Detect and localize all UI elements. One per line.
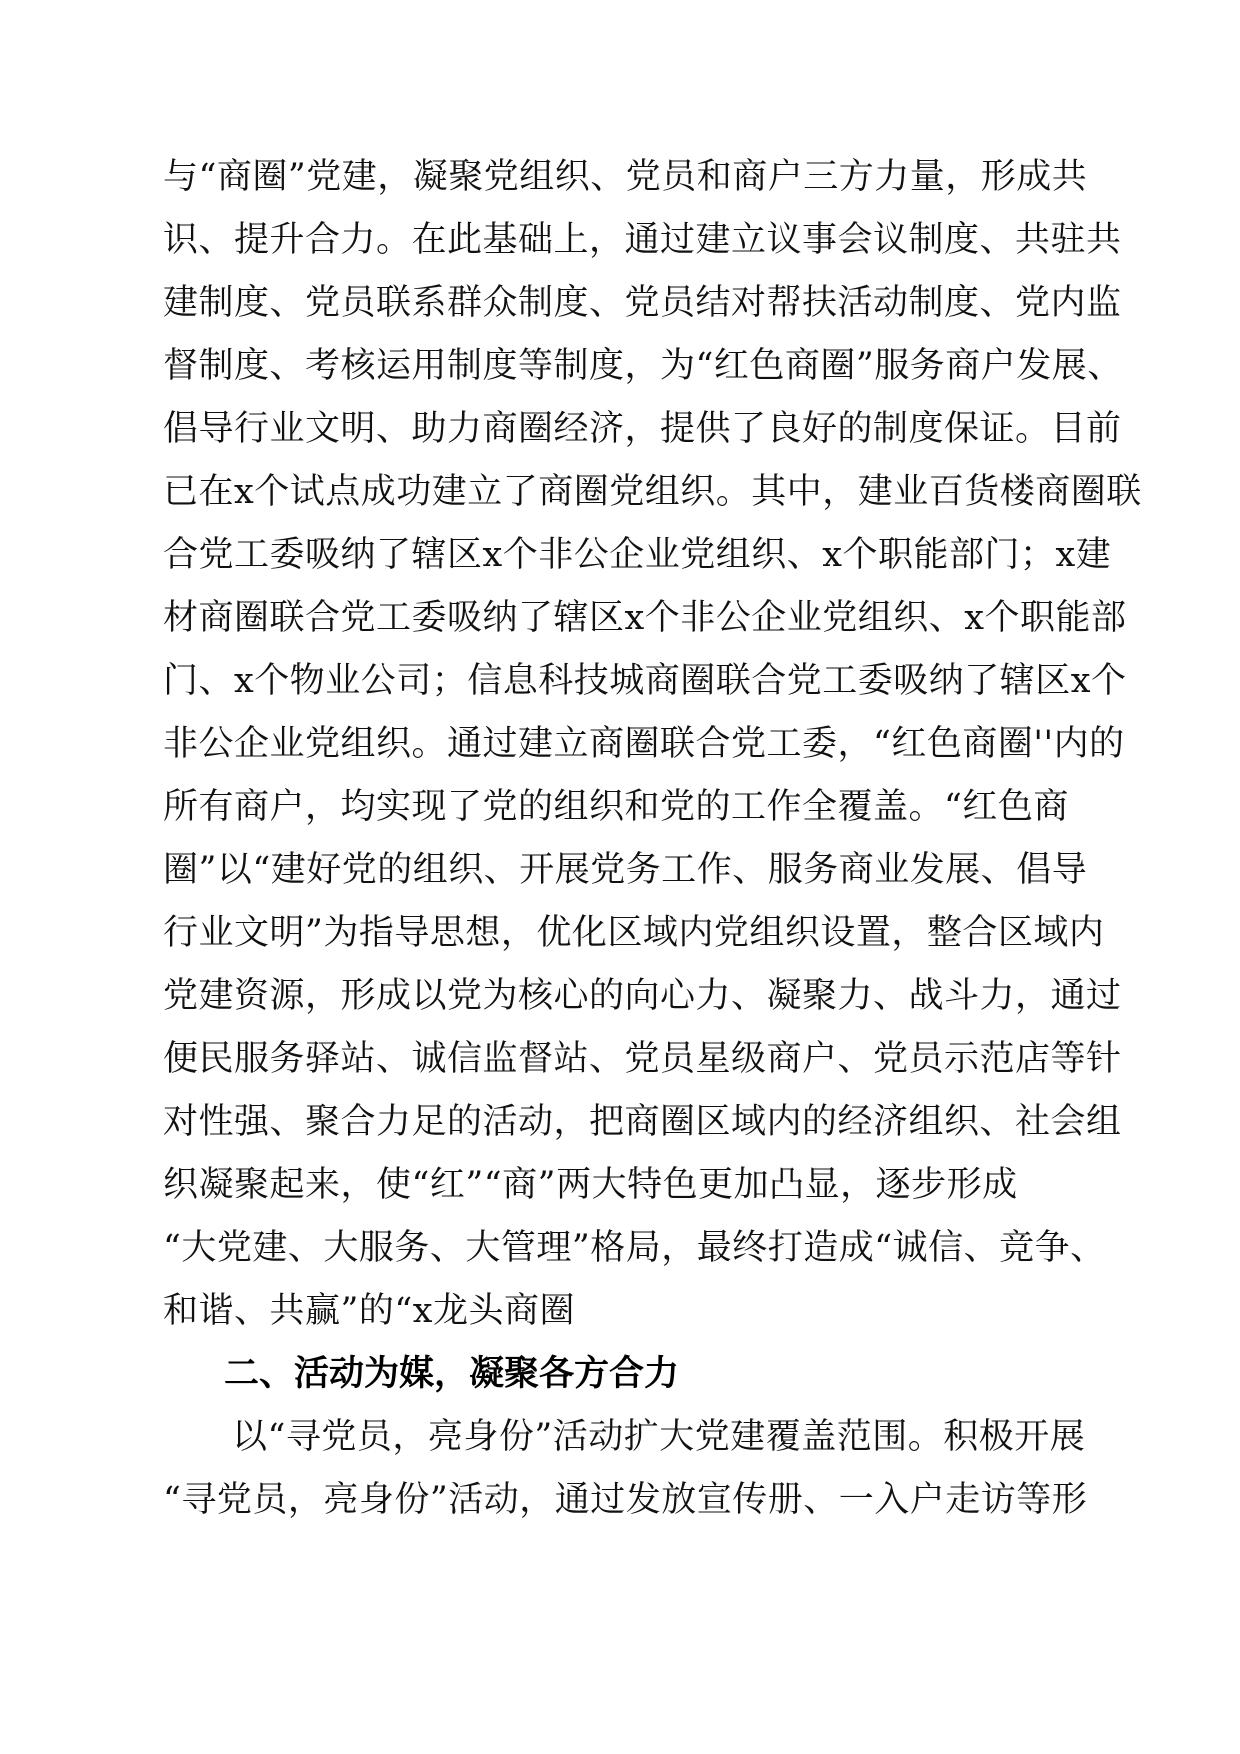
paragraph-line: 材商圈联合党工委吸纳了辖区x个非公企业党组织、x个职能部 xyxy=(163,598,1127,638)
paragraph-line: 便民服务驿站、诚信监督站、党员星级商户、党员示范店等针 xyxy=(163,1039,1122,1079)
paragraph-line: 以“寻党员，亮身份”活动扩大党建覆盖范围。积极开展 xyxy=(232,1417,1086,1457)
paragraph-line: 督制度、考核运用制度等制度，为“红色商圈”服务商户发展、 xyxy=(163,346,1123,386)
paragraph-line: 对性强、聚合力足的活动，把商圈区域内的经济组织、社会组 xyxy=(163,1102,1122,1142)
paragraph-line: 建制度、党员联系群众制度、党员结对帮扶活动制度、党内监 xyxy=(163,283,1122,323)
paragraph-line: “寻党员，亮身份”活动，通过发放宣传册、一入户走访等形 xyxy=(163,1480,1088,1520)
paragraph-line: 已在x个试点成功建立了商圈党组织。其中，建业百货楼商圈联 xyxy=(163,472,1142,512)
paragraph-line: 行业文明”为指导思想，优化区域内党组织设置，整合区域内 xyxy=(163,913,1105,953)
paragraph-line: “大党建、大服务、大管理”格局，最终打造成“诚信、竞争、 xyxy=(163,1228,1106,1268)
paragraph-line: 识、提升合力。在此基础上，通过建立议事会议制度、共驻共 xyxy=(163,220,1122,260)
section-heading: 二、活动为媒，凝聚各方合力 xyxy=(224,1354,680,1394)
paragraph-line: 倡导行业文明、助力商圈经济，提供了良好的制度保证。目前 xyxy=(163,409,1122,449)
paragraph-line: 圈”以“建好党的组织、开展党务工作、服务商业发展、倡导 xyxy=(163,850,1088,890)
paragraph-line: 所有商户，均实现了党的组织和党的工作全覆盖。“红色商 xyxy=(163,787,1069,827)
paragraph-line: 门、x个物业公司；信息科技城商圈联合党工委吸纳了辖区x个 xyxy=(163,661,1127,701)
paragraph-line: 和谐、共赢”的“x龙头商圈 xyxy=(163,1291,576,1331)
paragraph-line: 织凝聚起来，使“红”“商”两大特色更加凸显，逐步形成 xyxy=(163,1165,1018,1205)
paragraph-line: 非公企业党组织。通过建立商圈联合党工委，“红色商圈''内的 xyxy=(163,724,1125,764)
paragraph-line: 党建资源，形成以党为核心的向心力、凝聚力、战斗力，通过 xyxy=(163,976,1122,1016)
paragraph-line: 合党工委吸纳了辖区x个非公企业党组织、x个职能部门；x建 xyxy=(163,535,1112,575)
paragraph-line: 与“商圈”党建，凝聚党组织、党员和商户三方力量，形成共 xyxy=(163,157,1088,197)
